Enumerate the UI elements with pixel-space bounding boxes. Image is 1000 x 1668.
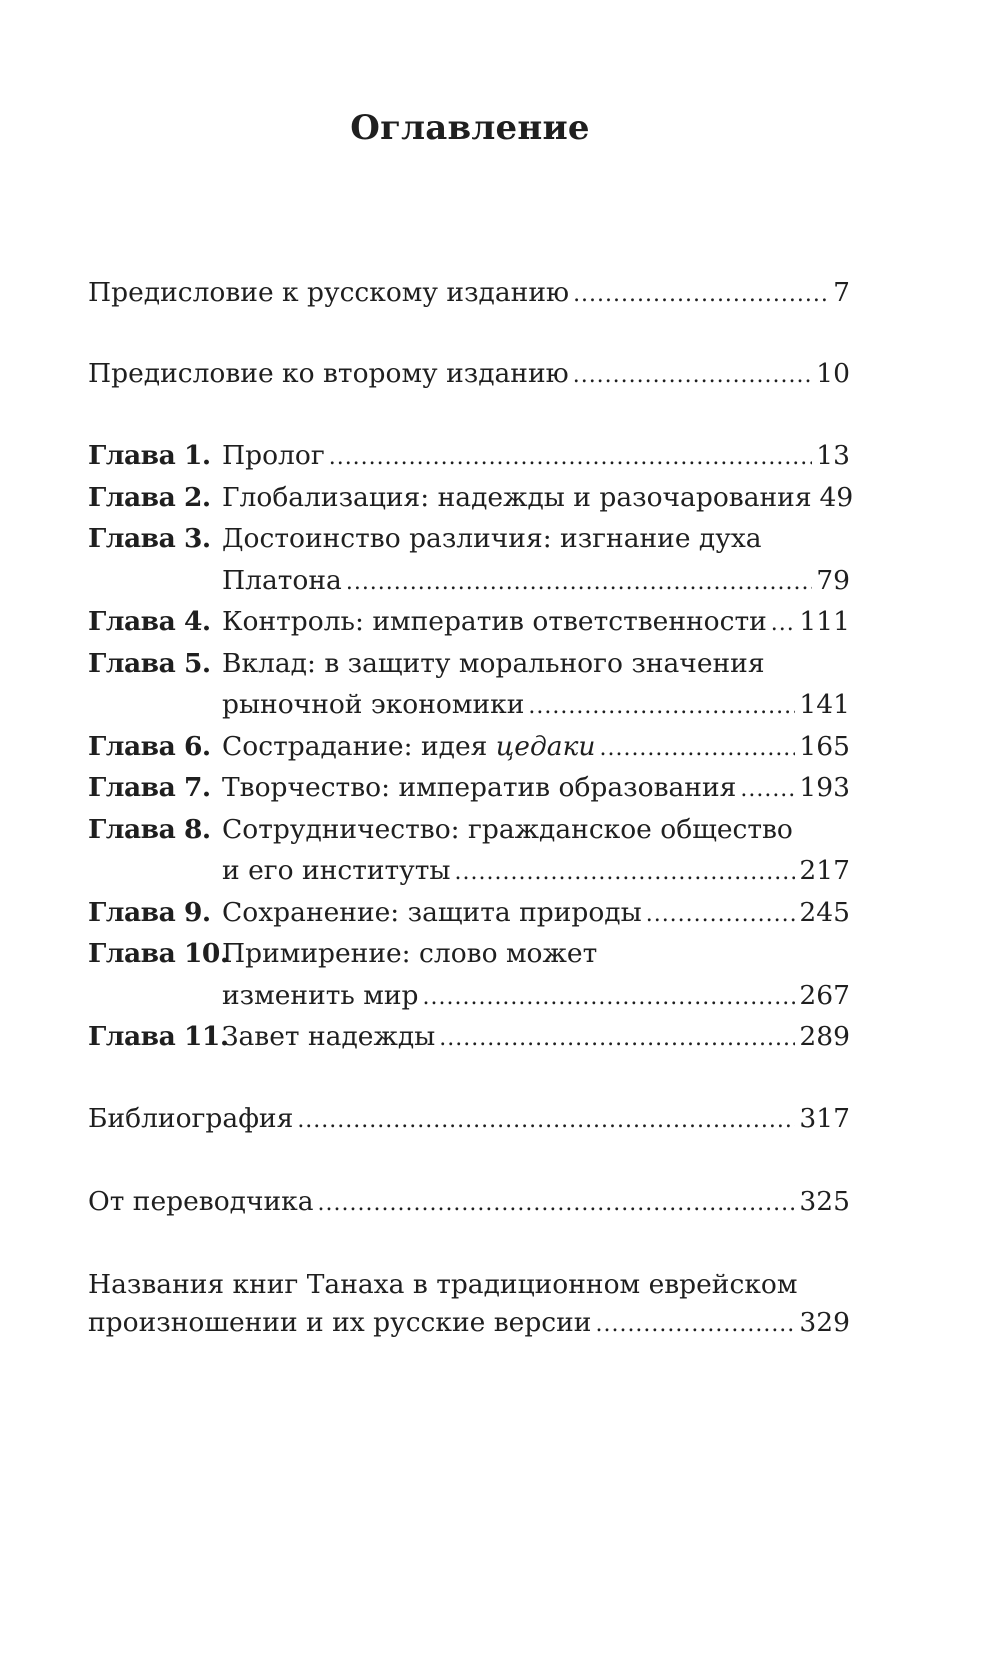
dot-leader xyxy=(423,981,796,1015)
toc-entry-chapter-9[interactable] xyxy=(222,896,850,932)
toc-entry-title: Примирение: слово может xyxy=(222,938,598,969)
chapter-number: Глава 4. xyxy=(88,606,211,637)
chapter-number: Глава 11. xyxy=(88,1021,229,1052)
dot-leader xyxy=(573,359,813,393)
chapter-number: Глава 2. xyxy=(88,482,211,513)
toc-page-number: 111 xyxy=(799,606,850,637)
toc-entry-title: изменить мир xyxy=(222,980,419,1011)
toc-entry-preface-russian[interactable] xyxy=(88,276,850,312)
toc-entry-translator[interactable] xyxy=(88,1185,850,1221)
toc-page-number: 329 xyxy=(799,1307,850,1338)
toc-entry-title: Завет надежды xyxy=(222,1021,436,1052)
toc-page-number: 193 xyxy=(799,772,850,803)
toc-page-number: 141 xyxy=(799,689,850,720)
toc-page-number: 325 xyxy=(799,1186,850,1217)
dot-leader xyxy=(455,856,796,890)
toc-entry-bibliography[interactable] xyxy=(88,1102,850,1138)
chapter-number: Глава 5. xyxy=(88,648,211,679)
toc-entry-title xyxy=(222,730,595,764)
page-title: Оглавление xyxy=(350,108,590,148)
dot-leader xyxy=(297,1104,795,1138)
toc-page-number: 79 xyxy=(816,565,850,596)
dot-leader xyxy=(528,690,795,724)
toc-page-number: 49 xyxy=(819,482,854,513)
toc-entry-title: рыночной экономики xyxy=(222,689,525,720)
toc-entry-title: Достоинство различия: изгнание духа xyxy=(222,523,762,554)
toc-entry-chapter-11[interactable] xyxy=(222,1020,850,1056)
dot-leader xyxy=(595,1308,795,1342)
toc-entry-tanakh-names-line-2[interactable] xyxy=(88,1306,850,1342)
chapter-number: Глава 6. xyxy=(88,731,211,762)
toc-entry-chapter-8-line-1[interactable] xyxy=(222,813,850,847)
toc-entry-chapter-1[interactable] xyxy=(222,439,850,475)
toc-entry-title-italic: цедаки xyxy=(495,731,596,762)
toc-entry-title: Названия книг Танаха в традиционном еврейском xyxy=(88,1269,798,1300)
chapter-number: Глава 10. xyxy=(88,938,229,969)
chapter-number: Глава 8. xyxy=(88,814,211,845)
dot-leader xyxy=(771,607,796,641)
toc-entry-chapter-7[interactable] xyxy=(222,771,850,807)
dot-leader xyxy=(439,1022,795,1056)
toc-entry-title: Пролог xyxy=(222,440,325,471)
toc-entry-title: и его институты xyxy=(222,855,451,886)
toc-entry-title: Сотрудничество: гражданское общество xyxy=(222,814,793,845)
dot-leader xyxy=(646,898,796,932)
toc-entry-title: Вклад: в защиту морального значения xyxy=(222,648,765,679)
dot-leader xyxy=(740,773,795,807)
toc-page-number: 7 xyxy=(833,277,850,308)
toc-entry-title: Платона xyxy=(222,565,342,596)
toc-entry-chapter-2[interactable] xyxy=(222,481,854,517)
dot-leader xyxy=(318,1187,796,1221)
chapter-number: Глава 9. xyxy=(88,897,211,928)
toc-page-number: 289 xyxy=(799,1021,850,1052)
toc-entry-chapter-4[interactable] xyxy=(222,605,850,641)
toc-page-number: 317 xyxy=(799,1103,850,1134)
dot-leader xyxy=(329,441,813,475)
toc-entry-title: Контроль: императив ответственности xyxy=(222,606,767,637)
toc-entry-chapter-8-line-2[interactable] xyxy=(222,854,850,890)
toc-entry-title: произношении и их русские версии xyxy=(88,1307,592,1338)
dot-leader xyxy=(573,278,829,312)
toc-entry-chapter-10-line-1[interactable] xyxy=(222,937,850,971)
toc-entry-title: Творчество: императив образования xyxy=(222,772,737,803)
toc-entry-title-text: Сострадание: идея xyxy=(222,731,488,762)
toc-entry-title: Библиография xyxy=(88,1103,294,1134)
toc-entry-title: Глобализация: надежды и разочарования xyxy=(222,482,812,513)
toc-entry-chapter-3-line-1[interactable] xyxy=(222,522,850,556)
toc-entry-title: Сохранение: защита природы xyxy=(222,897,642,928)
toc-page-number: 165 xyxy=(799,731,850,762)
toc-page-number: 13 xyxy=(816,440,850,471)
toc-entry-chapter-10-line-2[interactable] xyxy=(222,979,850,1015)
toc-entry-tanakh-names-line-1[interactable] xyxy=(88,1268,850,1302)
toc-entry-chapter-5-line-1[interactable] xyxy=(222,647,850,681)
toc-entry-preface-second[interactable] xyxy=(88,357,850,393)
toc-page-number: 217 xyxy=(799,855,850,886)
toc-entry-title: Предисловие ко второму изданию xyxy=(88,358,569,389)
toc-entry-chapter-6[interactable] xyxy=(222,730,850,766)
toc-entry-chapter-5-line-2[interactable] xyxy=(222,688,850,724)
toc-page-number: 267 xyxy=(799,980,850,1011)
dot-leader xyxy=(599,732,795,766)
chapter-number: Глава 7. xyxy=(88,772,211,803)
chapter-number: Глава 3. xyxy=(88,523,211,554)
toc-entry-title: Предисловие к русскому изданию xyxy=(88,277,570,308)
toc-entry-title: От переводчика xyxy=(88,1186,314,1217)
toc-page-number: 245 xyxy=(799,897,850,928)
toc-entry-chapter-3-line-2[interactable] xyxy=(222,564,850,600)
dot-leader xyxy=(346,566,812,600)
chapter-number: Глава 1. xyxy=(88,440,211,471)
toc-page-number: 10 xyxy=(816,358,850,389)
